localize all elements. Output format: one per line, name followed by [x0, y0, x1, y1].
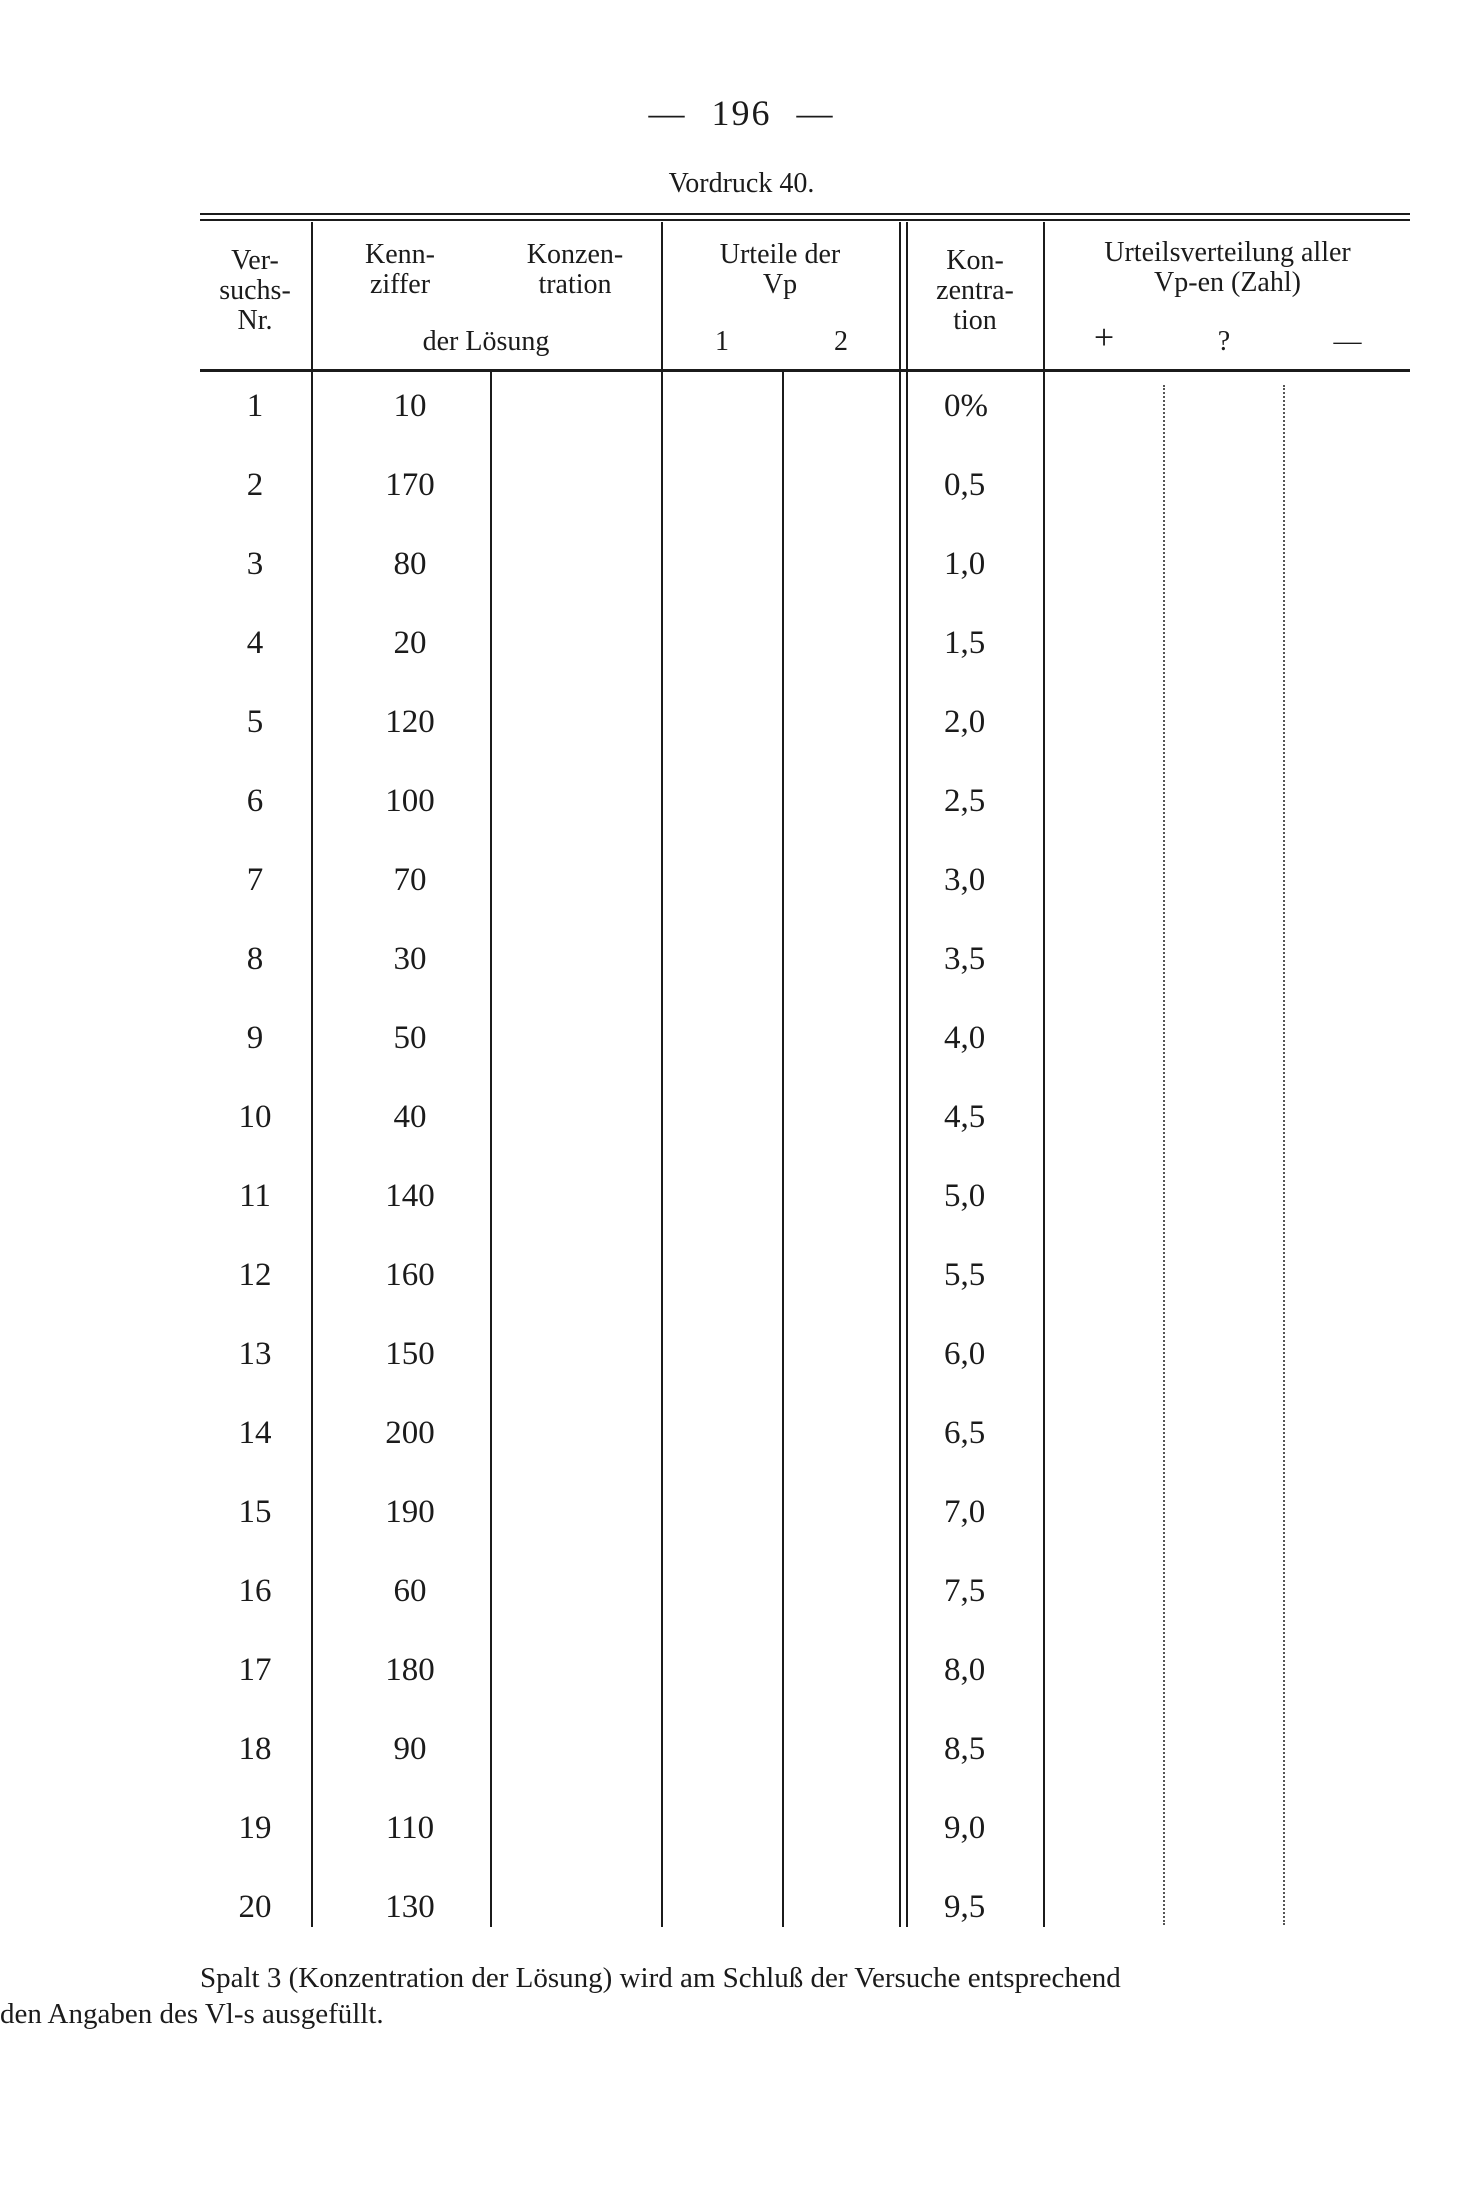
row-kennziffer: 130 — [385, 1889, 435, 1925]
header-bottom-rule — [200, 369, 1410, 372]
row-konzentration: 3,0 — [944, 862, 986, 898]
row-konzentration: 6,0 — [944, 1336, 986, 1372]
row-kennziffer: 200 — [385, 1415, 435, 1451]
header-konzentration-2: Kon- zentra- tion — [936, 245, 1014, 336]
page-number: — 196 — — [648, 93, 835, 133]
footnote-line-2: den Angaben des Vl-s ausgefüllt. — [0, 1998, 384, 2030]
row-nr: 6 — [246, 783, 264, 819]
header-vp1: 1 — [715, 326, 729, 357]
row-kennziffer: 90 — [393, 1731, 427, 1767]
row-nr: 8 — [246, 941, 264, 977]
row-nr: 15 — [238, 1494, 272, 1530]
header-verteilung: Urteilsverteilung aller Vp-en (Zahl) — [1104, 237, 1351, 298]
row-konzentration: 0,5 — [944, 467, 986, 503]
header-question: ? — [1217, 326, 1231, 357]
row-nr: 5 — [246, 704, 264, 740]
row-nr: 19 — [238, 1810, 272, 1846]
row-konzentration: 5,5 — [944, 1257, 986, 1293]
header-konzentration: Konzen- tration — [526, 239, 624, 300]
header-plus: + — [1093, 317, 1115, 357]
row-konzentration: 6,5 — [944, 1415, 986, 1451]
row-nr: 11 — [239, 1178, 271, 1214]
row-konzentration: 3,5 — [944, 941, 986, 977]
row-konzentration: 4,0 — [944, 1020, 986, 1056]
row-konzentration: 8,5 — [944, 1731, 986, 1767]
row-kennziffer: 80 — [393, 546, 427, 582]
row-nr: 10 — [238, 1099, 272, 1135]
row-nr: 1 — [246, 388, 264, 424]
row-kennziffer: 170 — [385, 467, 435, 503]
row-kennziffer: 40 — [393, 1099, 427, 1135]
row-konzentration: 4,5 — [944, 1099, 986, 1135]
row-nr: 7 — [246, 862, 264, 898]
row-kennziffer: 120 — [385, 704, 435, 740]
row-konzentration: 9,5 — [944, 1889, 986, 1925]
col-divider-plus-question — [1163, 385, 1165, 1925]
row-kennziffer: 190 — [385, 1494, 435, 1530]
col-divider-question-minus — [1283, 385, 1285, 1925]
col-divider-vp — [782, 372, 784, 1927]
row-kennziffer: 60 — [393, 1573, 427, 1609]
row-kennziffer: 70 — [393, 862, 427, 898]
row-nr: 13 — [238, 1336, 272, 1372]
row-nr: 4 — [246, 625, 264, 661]
row-konzentration: 8,0 — [944, 1652, 986, 1688]
row-nr: 20 — [238, 1889, 272, 1925]
row-nr: 9 — [246, 1020, 264, 1056]
row-nr: 3 — [246, 546, 264, 582]
row-kennziffer: 10 — [393, 388, 427, 424]
col-divider-nr — [311, 222, 313, 1927]
row-nr: 14 — [238, 1415, 272, 1451]
row-konzentration: 5,0 — [944, 1178, 986, 1214]
table-top-rule — [200, 213, 1410, 215]
header-minus: — — [1333, 326, 1362, 357]
row-kennziffer: 160 — [385, 1257, 435, 1293]
col-divider-double-1 — [899, 222, 901, 1927]
row-konzentration: 2,0 — [944, 704, 986, 740]
row-kennziffer: 30 — [393, 941, 427, 977]
row-konzentration: 9,0 — [944, 1810, 986, 1846]
footnote — [0, 1960, 1420, 2032]
header-urteile: Urteile der Vp — [719, 239, 841, 300]
col-divider-kennziffer — [490, 372, 492, 1927]
col-divider-konzentration — [661, 222, 663, 1927]
form-title: Vordruck 40. — [668, 168, 815, 199]
row-konzentration: 1,5 — [944, 625, 986, 661]
header-nr: Ver- suchs- Nr. — [219, 245, 291, 336]
row-kennziffer: 140 — [385, 1178, 435, 1214]
row-konzentration: 7,5 — [944, 1573, 986, 1609]
row-kennziffer: 20 — [393, 625, 427, 661]
row-nr: 17 — [238, 1652, 272, 1688]
row-nr: 18 — [238, 1731, 272, 1767]
table-top-rule-2 — [200, 219, 1410, 221]
row-kennziffer: 180 — [385, 1652, 435, 1688]
row-kennziffer: 150 — [385, 1336, 435, 1372]
row-nr: 2 — [246, 467, 264, 503]
header-der-loesung: der Lösung — [422, 326, 550, 357]
row-konzentration: 7,0 — [944, 1494, 986, 1530]
row-konzentration: 2,5 — [944, 783, 986, 819]
row-kennziffer: 100 — [385, 783, 435, 819]
row-konzentration: 0% — [944, 388, 988, 424]
header-kennziffer: Kenn- ziffer — [365, 239, 435, 300]
row-kennziffer: 50 — [393, 1020, 427, 1056]
row-nr: 16 — [238, 1573, 272, 1609]
row-nr: 12 — [238, 1257, 272, 1293]
header-vp2: 2 — [834, 326, 848, 357]
row-konzentration: 1,0 — [944, 546, 986, 582]
footnote-line-1: Spalt 3 (Konzentration der Lösung) wird am Schluß der Versuche entsprechend — [200, 1962, 1121, 1994]
row-kennziffer: 110 — [385, 1810, 435, 1846]
